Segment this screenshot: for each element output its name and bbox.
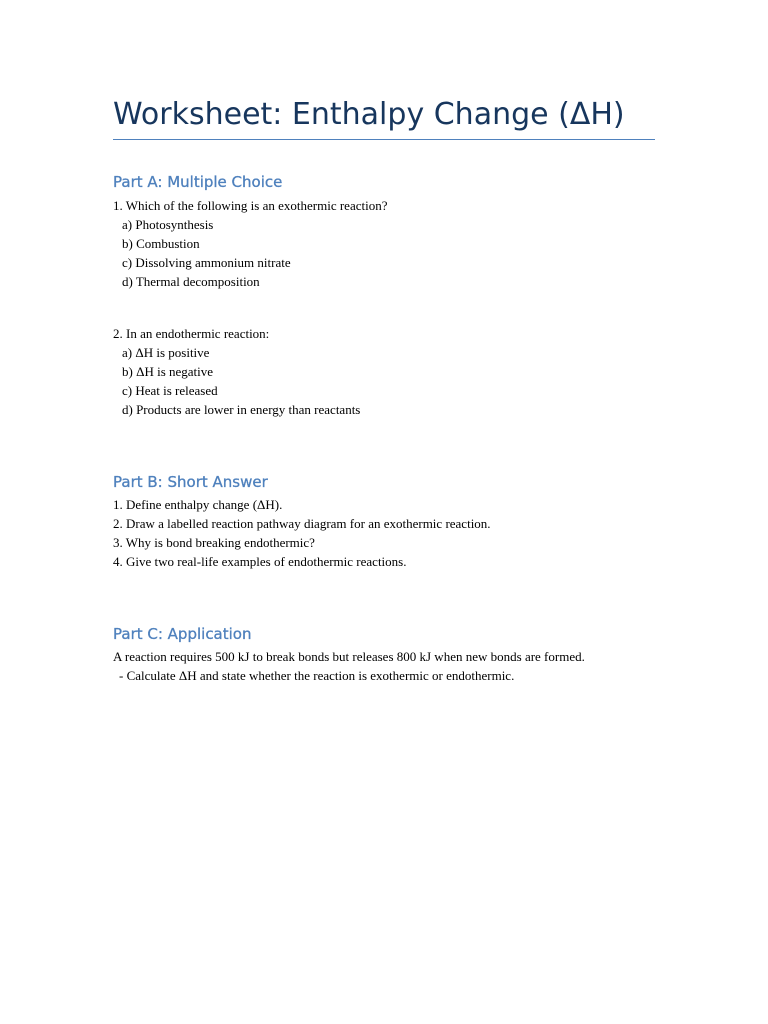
part-c-heading: Part C: Application <box>113 625 252 643</box>
question-a1-option-d: d) Thermal decomposition <box>122 274 260 289</box>
short-answer-item-3: 3. Why is bond breaking endothermic? <box>113 535 315 550</box>
page-title: Worksheet: Enthalpy Change (ΔH) <box>113 97 625 132</box>
question-a2-option-d: d) Products are lower in energy than reactants <box>122 402 361 417</box>
part-b-heading: Part B: Short Answer <box>113 473 268 491</box>
question-a1-option-b: b) Combustion <box>122 236 200 251</box>
question-a1: 1. Which of the following is an exothermic reaction? <box>113 198 388 213</box>
short-answer-item-1: 1. Define enthalpy change (ΔH). <box>113 497 283 512</box>
question-a2-option-a: a) ΔH is positive <box>122 345 210 360</box>
application-problem: A reaction requires 500 kJ to break bonds but releases 800 kJ when new bonds are formed. <box>113 649 585 664</box>
question-a1-option-a: a) Photosynthesis <box>122 217 214 232</box>
question-a2-option-b: b) ΔH is negative <box>122 364 214 379</box>
title-underline <box>113 139 655 140</box>
short-answer-item-4: 4. Give two real-life examples of endothermic reactions. <box>113 554 407 569</box>
part-a-heading: Part A: Multiple Choice <box>113 173 283 191</box>
short-answer-item-2: 2. Draw a labelled reaction pathway diagram for an exothermic reaction. <box>113 516 491 531</box>
question-a1-option-c: c) Dissolving ammonium nitrate <box>122 255 291 270</box>
application-instruction: - Calculate ΔH and state whether the reaction is exothermic or endothermic. <box>119 668 515 683</box>
question-a2: 2. In an endothermic reaction: <box>113 326 270 341</box>
question-a2-option-c: c) Heat is released <box>122 383 218 398</box>
